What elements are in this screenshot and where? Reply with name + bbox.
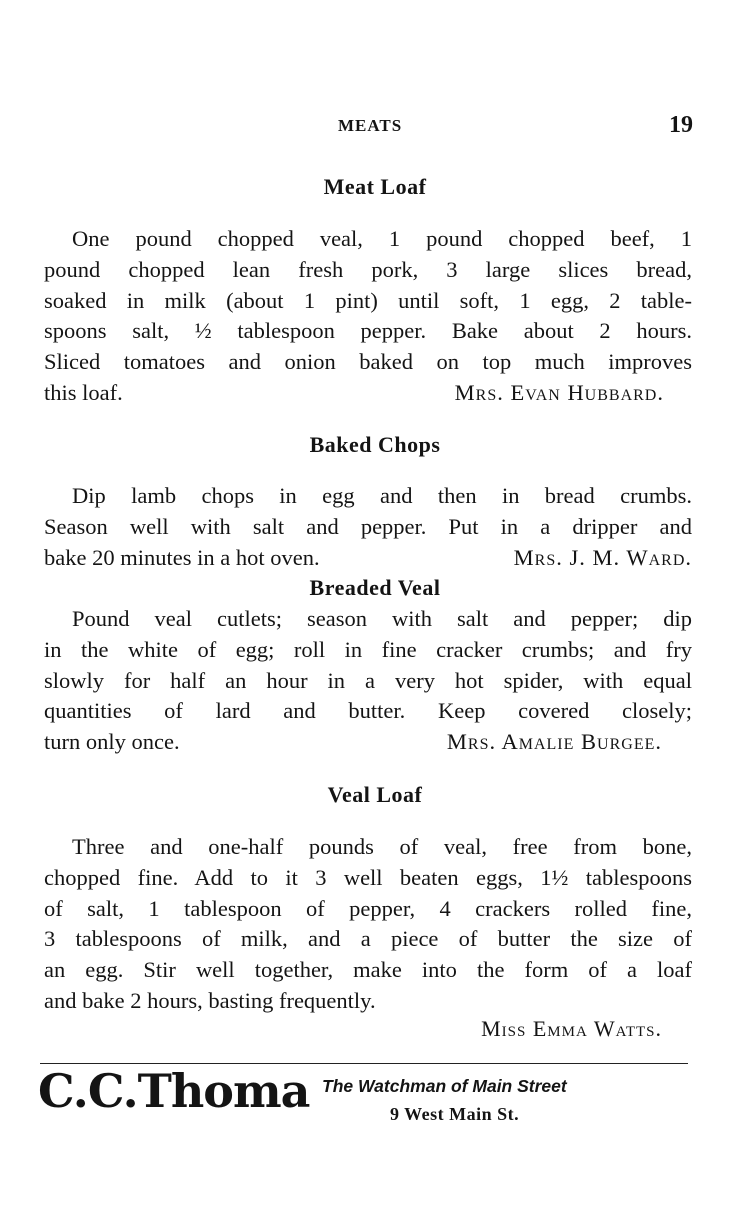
recipe-line: Pound veal cutlets; season with salt and pepper; dip <box>72 606 692 631</box>
recipe-title-meat-loaf: Meat Loaf <box>323 174 427 199</box>
recipe-signature: Mrs. J. M. Ward. <box>513 544 692 570</box>
recipe-line: Sliced tomatoes and onion baked on top much improves <box>44 349 692 375</box>
recipe-line-with-signature <box>44 543 692 574</box>
recipe-line-with-signature <box>44 727 692 758</box>
recipe-body-meat-loaf <box>44 224 692 409</box>
recipe-line: and bake 2 hours, basting frequently. <box>44 987 376 1013</box>
recipe-line: bake 20 minutes in a hot oven. <box>44 544 320 570</box>
recipe-line: pound chopped lean fresh pork, 3 large slices bread, <box>44 256 692 282</box>
recipe-line-with-signature <box>44 378 692 409</box>
recipe-line: spoons salt, ½ tablespoon pepper. Bake about 2 hours. <box>44 318 692 344</box>
recipe-line: soaked in milk (about 1 pint) until soft, 1 egg, 2 table- <box>44 287 692 313</box>
advertiser-logo: C.C.Thoma <box>38 1064 310 1118</box>
recipe-line: Season well with salt and pepper. Put in a dripper and <box>44 513 692 539</box>
recipe-line: in the white of egg; roll in fine cracker crumbs; and fry <box>44 636 692 662</box>
recipe-line: an egg. Stir well together, make into the form of a loaf <box>44 957 692 983</box>
recipe-line: Dip lamb chops in egg and then in bread crumbs. <box>72 483 692 508</box>
advertiser-tagline: The Watchman of Main Street <box>322 1076 567 1096</box>
recipe-line: slowly for half an hour in a very hot spider, with equal <box>44 667 692 693</box>
recipe-body-baked-chops <box>44 481 692 573</box>
recipe-line: quantities of lard and butter. Keep covered closely; <box>44 698 692 724</box>
recipe-line: One pound chopped veal, 1 pound chopped beef, 1 <box>72 226 692 251</box>
running-head: MEATS <box>338 116 403 135</box>
recipe-signature: Miss Emma Watts. <box>481 1016 662 1041</box>
advertiser-address: 9 West Main St. <box>390 1104 520 1124</box>
recipe-line: this loaf. <box>44 379 123 405</box>
recipe-signature: Mrs. Amalie Burgee. <box>446 729 662 755</box>
recipe-title-baked-chops: Baked Chops <box>309 432 441 457</box>
recipe-line: Three and one-half pounds of veal, free from bone, <box>72 834 692 859</box>
recipe-signature: Mrs. Evan Hubbard. <box>454 379 664 405</box>
recipe-line: 3 tablespoons of milk, and a piece of butter the size of <box>44 926 692 952</box>
recipe-line: chopped fine. Add to it 3 well beaten eggs, 1½ tablespoons <box>44 864 692 890</box>
recipe-body-breaded-veal <box>44 604 692 758</box>
recipe-line: turn only once. <box>44 729 180 755</box>
recipe-title-veal-loaf: Veal Loaf <box>327 782 423 807</box>
recipe-line: of salt, 1 tablespoon of pepper, 4 crackers rolled fine, <box>44 895 692 921</box>
page-number: 19 <box>669 112 693 138</box>
recipe-body-veal-loaf <box>44 832 692 1017</box>
recipe-title-breaded-veal: Breaded Veal <box>309 575 441 600</box>
